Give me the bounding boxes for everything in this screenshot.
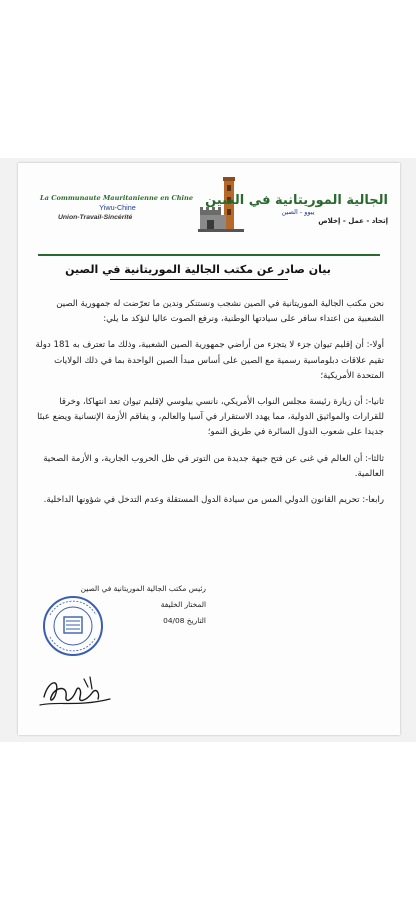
statement-title: بيان صادر عن مكتب الجالية الموريتانية في الصين [65, 263, 331, 276]
letterhead-divider [38, 254, 380, 256]
handwritten-signature-icon [38, 667, 118, 713]
signature-date: التاريخ 04/08 [163, 616, 206, 625]
org-city-french: Yiwu-Chine [99, 203, 136, 212]
round-official-stamp-icon [42, 595, 104, 657]
org-name-french: La Communaute Mauritanienne en Chine [40, 194, 194, 202]
signer-role: رئيس مكتب الجالية الموريتانية في الصين [80, 584, 206, 593]
letterhead-arabic [205, 193, 388, 225]
document-page [18, 163, 400, 735]
point-two-paragraph: ثانيا-: أن زيارة رئيسة مجلس النواب الأمريكي، نانسي بيلوسي لإقليم تيوان تعد انتهاكا، وخرقا للقرارات والمواثيق الدولية، مما يهدد الاستقرار في آسيا والعالم، و يفاقم الأزمة الإنسانية ويضع عبئا جديدا على شعوب الدول السائرة في طريق النمو؛ [37, 397, 384, 438]
org-name-arabic: الجالية الموريتانية في الصين [205, 193, 388, 208]
org-motto-arabic: إتحاد - عمل - إخلاص [318, 217, 388, 225]
point-three-paragraph: ثالثا-: أن العالم في غنى عن فتح جبهة جديدة من التوتر في ظل الحروب الجارية، و الأزمة الصحية العالمية. [43, 453, 384, 479]
title-underline [110, 279, 288, 280]
org-motto-french: Union-Travail-Sincérité [58, 214, 133, 221]
statement-body [32, 297, 384, 519]
signer-name: المختار الخليفة [160, 600, 206, 609]
intro-paragraph: نحن مكتب الجالية الموريتانية في الصين نشجب ونستنكر وندين ما تعرّضت له جمهورية الصين الشعبية من اعتداء سافر على سيادتها الوطنية، ونرفع الصوت عاليا لنؤكد ما يلي: [56, 299, 384, 325]
point-four-paragraph: رابعا-: تحريم القانون الدولي المس من سيادة الدول المستقلة وعدم التدخل في شؤونها الداخلية. [43, 495, 384, 506]
org-city-arabic: ييوو - الصين [281, 208, 315, 216]
letterhead-french [40, 194, 195, 221]
point-one-paragraph: أولا-: أن إقليم تيوان جزء لا يتجزء من أراضي جمهورية الصين الشعبية، وذلك ما تعترف به 181 دولة تقيم علاقات دبلوماسية رسمية مع الصين على أساس مبدأ الصين الواحدة بما في ذلك الولايات المتحدة الأمريكية؛ [35, 340, 384, 381]
